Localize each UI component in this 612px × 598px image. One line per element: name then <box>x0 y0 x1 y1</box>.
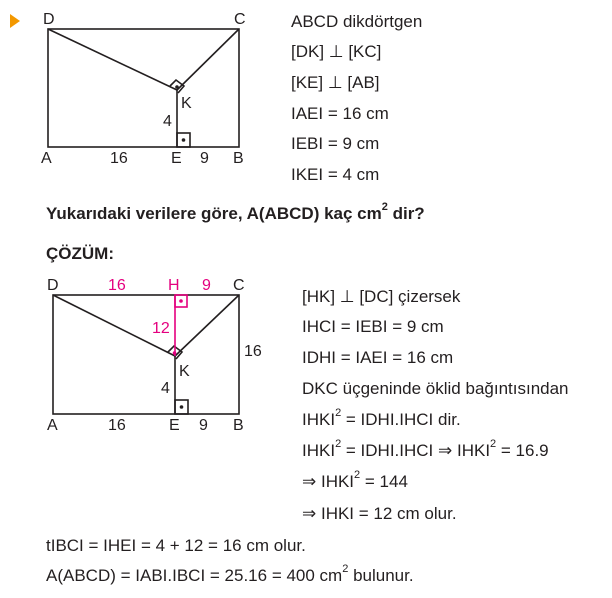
solution-line-6-c: = 16.9 <box>496 441 549 460</box>
fig2-label-hc: 9 <box>202 277 211 294</box>
square-exponent: 2 <box>354 469 361 482</box>
square-exponent: 2 <box>335 407 342 420</box>
solution-line-5-b: = IDHI.IHCI dir. <box>341 410 461 429</box>
fig2-label-hk: 12 <box>152 320 170 337</box>
fig1-label-a: A <box>41 150 52 167</box>
given-line-2: [DK] ⊥ [KC] <box>291 42 382 61</box>
question-exponent: 2 <box>381 201 388 214</box>
square-exponent: 2 <box>490 438 497 451</box>
fig2-label-bc: 16 <box>244 343 262 360</box>
fig1-label-eb: 9 <box>200 150 209 167</box>
solution-line-7 <box>302 469 408 492</box>
final-line-2-a: A(ABCD) = IABI.IBCI = 25.16 = 400 cm <box>46 566 343 585</box>
fig2-label-e: E <box>169 417 180 434</box>
fig1-label-e: E <box>171 150 182 167</box>
solution-line-6-a: IHKI <box>302 441 336 460</box>
question-tail: dir? <box>387 204 425 223</box>
solution-line-5-a: IHKI <box>302 410 336 429</box>
question-main: Yukarıdaki verilere göre, A(ABCD) kaç cm <box>46 204 382 223</box>
given-line-4: IAEI = 16 cm <box>291 104 389 123</box>
fig2-label-a: A <box>47 417 58 434</box>
solution-line-6 <box>302 438 549 461</box>
fig2-label-d: D <box>47 277 59 294</box>
solution-line-7-b: = 144 <box>360 472 408 491</box>
final-line-2-b: bulunur. <box>348 566 414 585</box>
fig2-label-ke: 4 <box>161 380 170 397</box>
fig2-label-dh: 16 <box>108 277 126 294</box>
fig2-label-eb: 9 <box>199 417 208 434</box>
solution-heading: ÇÖZÜM: <box>46 244 114 263</box>
fig2-label-k: K <box>179 363 190 380</box>
fig1-label-ae: 16 <box>110 150 128 167</box>
fig2-label-b: B <box>233 417 244 434</box>
fig1-label-k: K <box>181 95 192 112</box>
segment-kc-2 <box>175 295 239 356</box>
fig1-label-c: C <box>234 11 246 28</box>
rectangle-abcd-2 <box>53 295 239 414</box>
final-line-2 <box>46 563 414 586</box>
solution-line-2: IHCI = IEBI = 9 cm <box>302 317 444 336</box>
solution-line-4: DKC üçgeninde öklid bağıntısından <box>302 379 569 398</box>
solution-line-8: ⇒ IHKI = 12 cm olur. <box>302 504 457 523</box>
fig1-label-d: D <box>43 11 55 28</box>
solution-line-3: IDHI = IAEI = 16 cm <box>302 348 454 367</box>
fig1-label-b: B <box>233 150 244 167</box>
given-line-1: ABCD dikdörtgen <box>291 12 423 31</box>
fig2-label-h: H <box>168 277 180 294</box>
fig1-label-ke: 4 <box>163 113 172 130</box>
solution-line-5 <box>302 407 461 430</box>
final-line-1: tIBCI = IHEI = 4 + 12 = 16 cm olur. <box>46 536 306 555</box>
solution-line-7-a: ⇒ IHKI <box>302 472 355 491</box>
given-line-3: [KE] ⊥ [AB] <box>291 73 380 92</box>
fig2-label-c: C <box>233 277 245 294</box>
given-line-5: IEBI = 9 cm <box>291 134 380 153</box>
solution-line-1: [HK] ⊥ [DC] çizersek <box>302 287 461 306</box>
final-exponent: 2 <box>342 563 349 576</box>
square-exponent: 2 <box>335 438 342 451</box>
given-line-6: IKEI = 4 cm <box>291 165 380 184</box>
solution-line-6-b: = IDHI.IHCI ⇒ IHKI <box>341 441 491 460</box>
fig2-label-ae: 16 <box>108 417 126 434</box>
